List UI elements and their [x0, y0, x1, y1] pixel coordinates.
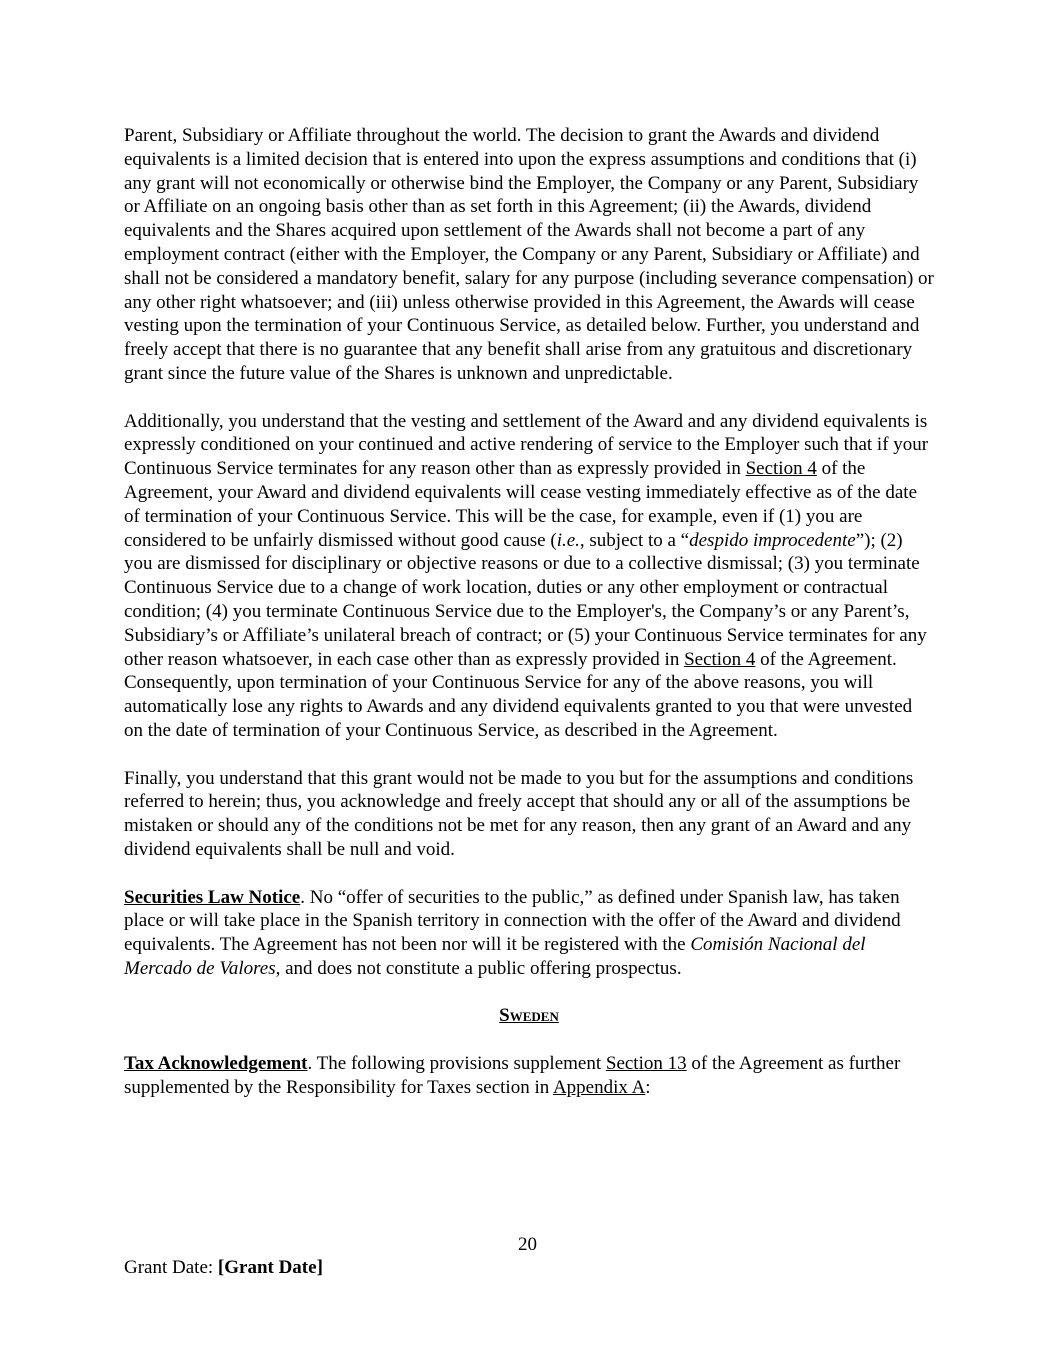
paragraph-text: . The following provisions supplement: [307, 1053, 606, 1075]
paragraph-securities-law-notice: [124, 886, 934, 981]
paragraph-text: Additionally, you understand that the vesting and settlement of the Award and any dividend equivalents is expressly conditioned on your continued and active rendering of service to the Employer such that if your Continuous Service terminates for any reason other than as expressly provided in: [124, 410, 929, 480]
section-heading-sweden: Sweden: [499, 1005, 559, 1027]
paragraph-heading: Securities Law Notice: [124, 886, 301, 908]
paragraph-vesting-conditions: [124, 410, 934, 743]
italic-term: Comisión Nacional del Mercado de Valores: [124, 934, 866, 979]
paragraph-text: of the Agreement, your Award and dividend equivalents will cease vesting immediately effective as of the date of termination of your Continuous Service. This will be the case, for example, even if (1) you are considered to be unfairly dismissed without good cause (: [124, 458, 917, 551]
paragraph-text: Finally, you understand that this grant would not be made to you but for the assumptions and conditions referred to herein; thus, you acknowledge and freely accept that should any or all of the assumptions be mistaken or should any of the conditions not be met for any reason, then any grant of an Award and any dividend equivalents shall be null and void.: [124, 767, 914, 860]
paragraph-tax-acknowledgement: [124, 1052, 934, 1100]
page-number: 20: [518, 1234, 537, 1255]
paragraph-text: , subject to a “: [579, 529, 690, 551]
section-reference: Section 4: [745, 458, 817, 480]
paragraph-heading: Tax Acknowledgement: [124, 1053, 308, 1075]
section-reference: Section 4: [684, 648, 756, 670]
grant-date-footer: [124, 1257, 323, 1279]
paragraph-text: , and does not constitute a public offering prospectus.: [275, 957, 682, 979]
grant-date-label: Grant Date:: [124, 1257, 218, 1278]
paragraph-employment-assumptions: [124, 124, 934, 386]
italic-term: despido improcedente: [689, 529, 856, 551]
section-reference: Section 13: [605, 1053, 687, 1075]
paragraph-text: Parent, Subsidiary or Affiliate throughout the world. The decision to grant the Awards and dividend equivalents is a limited decision that is entered into upon the express assumptions and conditions that (i) any grant will not economically or otherwise bind the Employer, the Company or any Parent, Subsidiary or Affiliate on an ongoing basis other than as set forth in this Agreement; (ii) the Awards, dividend equivalents and the Shares acquired upon settlement of the Awards shall not become a part of any employment contract (either with the Employer, the Company or any Parent, Subsidiary or Affiliate) and shall not be considered a mandatory benefit, salary for any purpose (including severance compensation) or any other right whatsoever; and (iii) unless otherwise provided in this Agreement, the Awards will cease vesting upon the termination of your Continuous Service, as detailed below. Further, you understand and freely accept that there is no guarantee that any benefit shall arise from any gratuitous and discretionary grant since the future value of the Shares is unknown and unpredictable.: [124, 125, 934, 384]
paragraph-text: ”); (2) you are dismissed for disciplinary or objective reasons or due to a collective dismissal; (3) you terminate Continuous Service due to a change of work location, duties or any other employment or contractual condition; (4) you terminate Continuous Service due to the Employer's, the Company’s or any Parent’s, Subsidiary’s or Affiliate’s unilateral breach of contract; or (5) your Continuous Service terminates for any other reason whatsoever, in each case other than as expressly provided in: [124, 529, 927, 670]
paragraph-null-and-void: [124, 767, 934, 862]
paragraph-text: :: [645, 1076, 651, 1098]
paragraph-text: of the Agreement. Consequently, upon termination of your Continuous Service for any of the above reasons, you will automatically lose any rights to Awards and any dividend equivalents granted to you that were unvested on the date of termination of your Continuous Service, as described in the Agreement.: [124, 648, 913, 741]
document-body: [124, 124, 934, 1123]
italic-term: i.e.: [556, 529, 580, 551]
paragraph-text: of the Agreement as further supplemented by the Responsibility for Taxes section in: [124, 1053, 901, 1098]
appendix-reference: Appendix A: [552, 1076, 646, 1098]
grant-date-value: [Grant Date]: [217, 1257, 323, 1278]
paragraph-text: . No “offer of securities to the public,” as defined under Spanish law, has taken place or will take place in the Spanish territory in connection with the offer of the Award and dividend equivalents. The Agreement has not been nor will it be registered with the: [124, 886, 901, 956]
